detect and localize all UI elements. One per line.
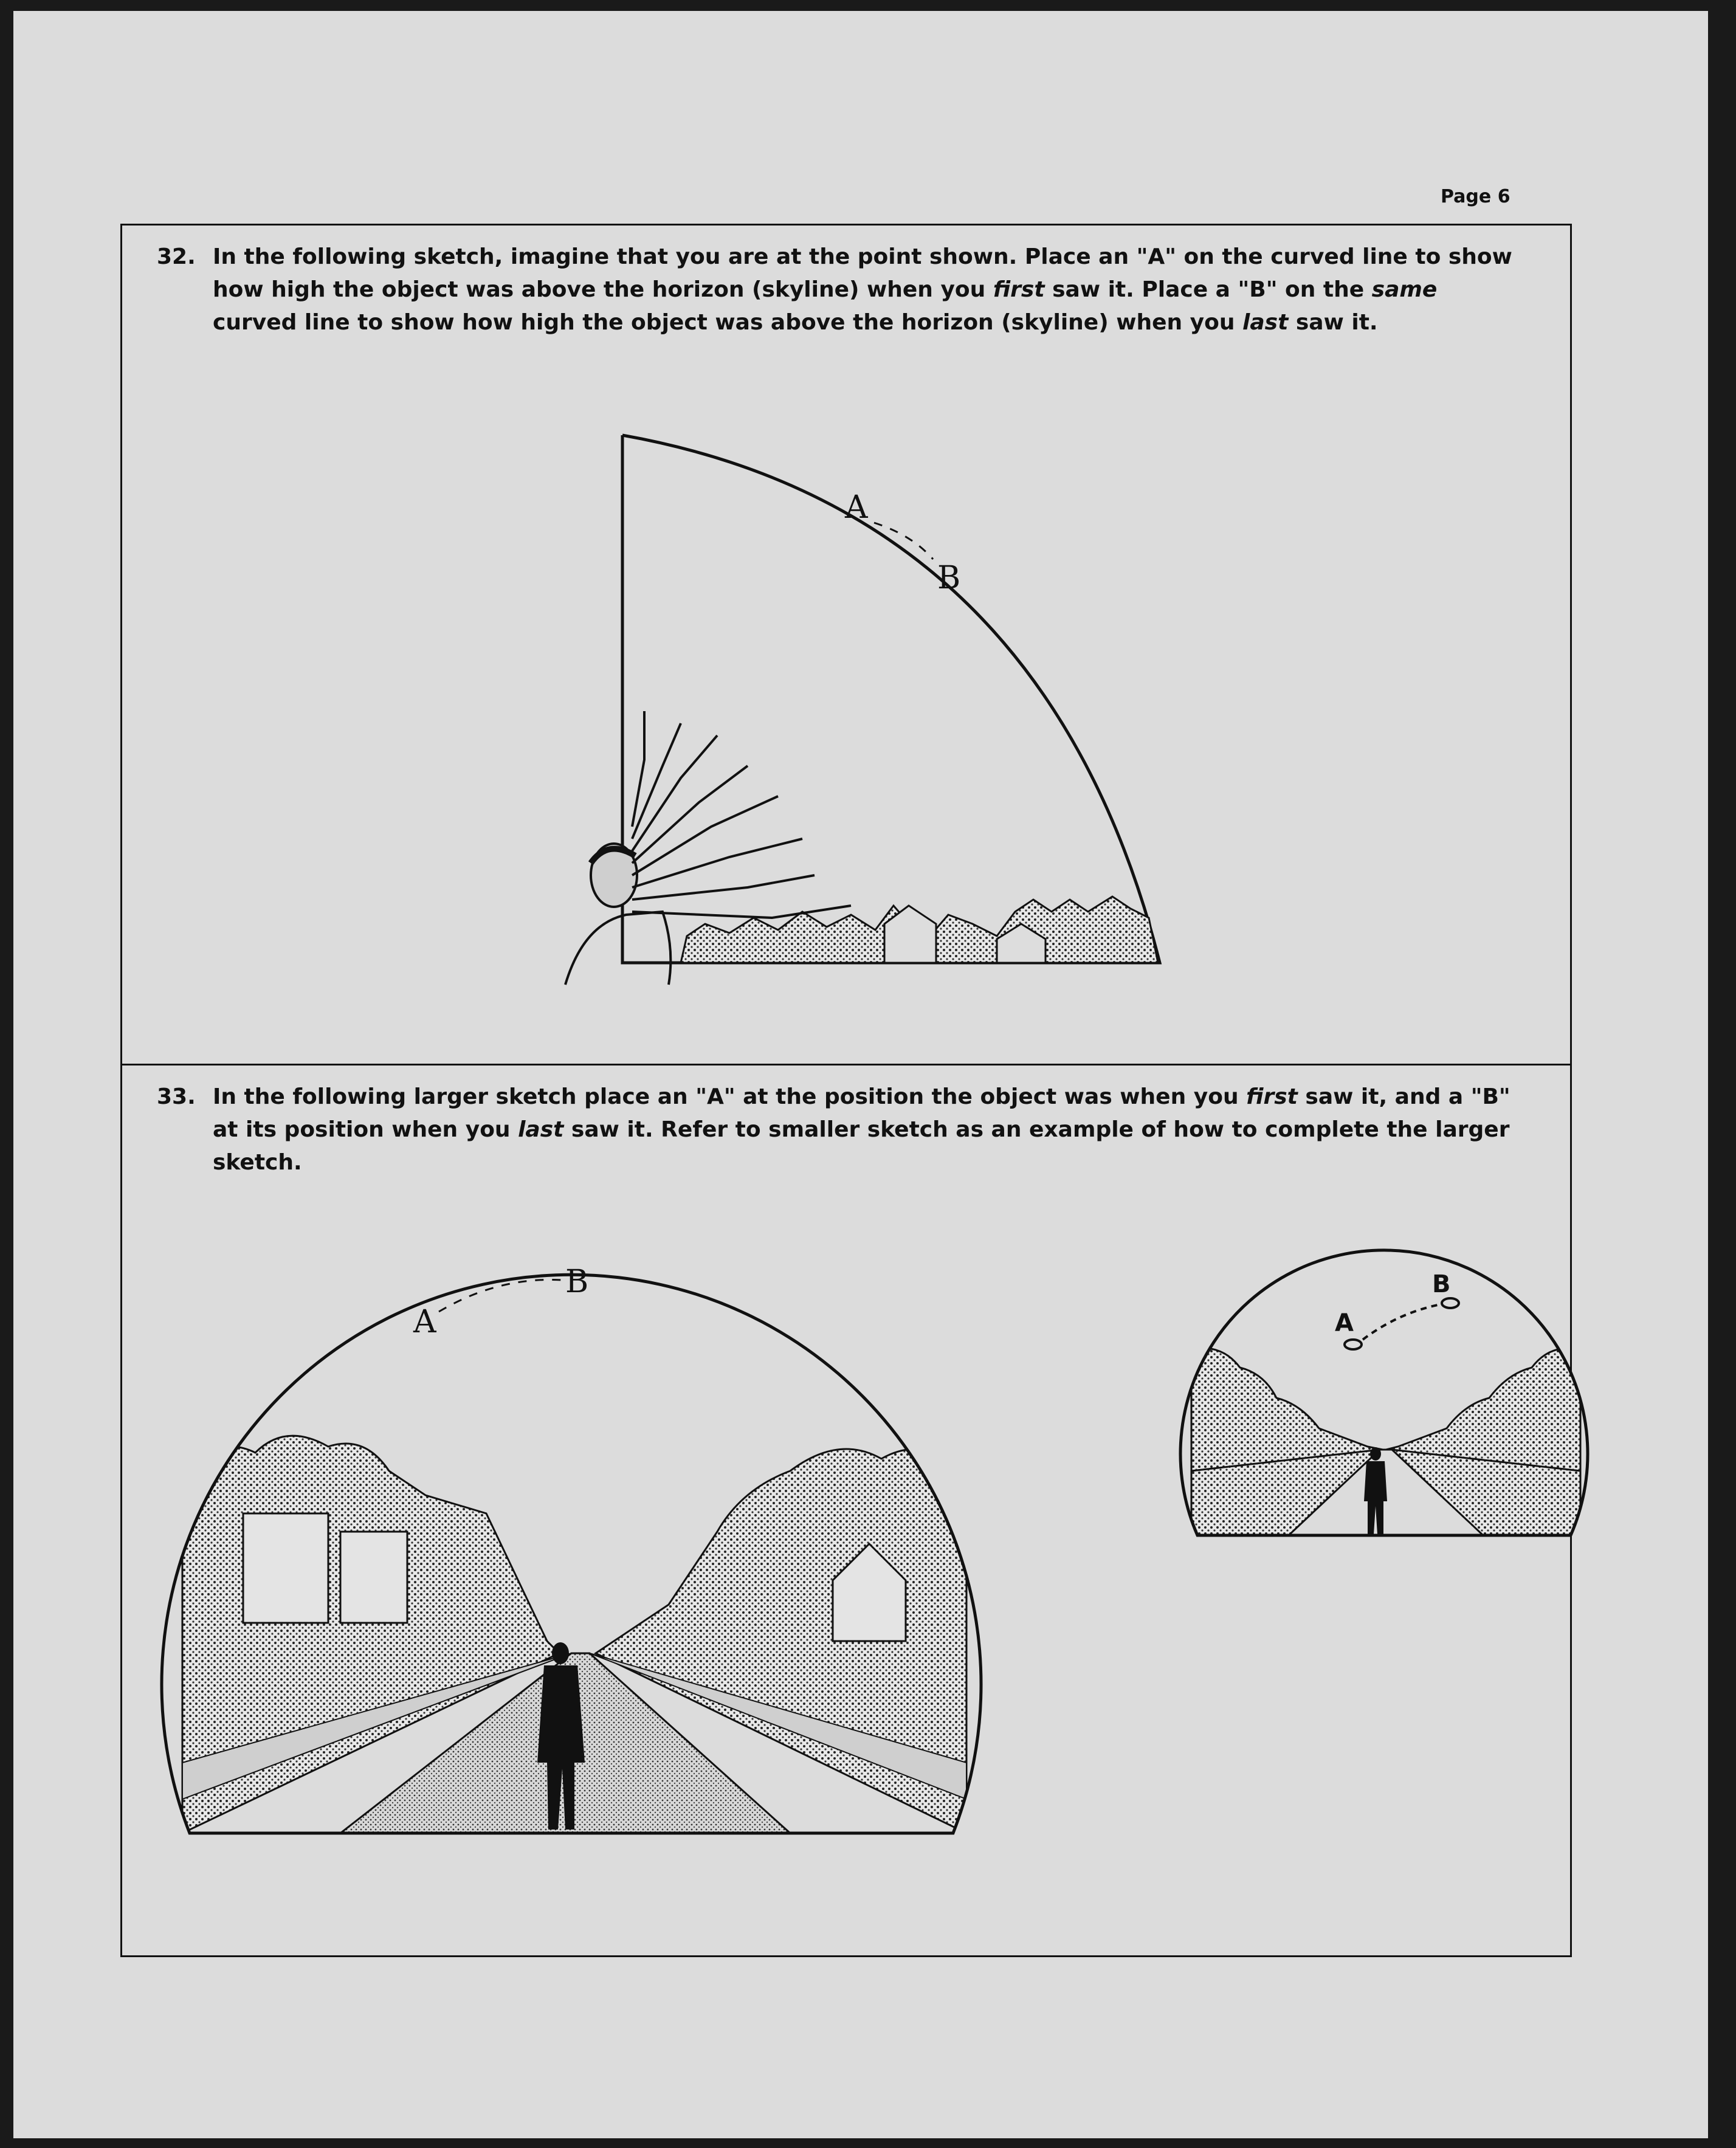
q32-emphasis-last: last	[1242, 310, 1289, 335]
q32-quarter-arc	[622, 435, 1160, 963]
question-32-number: 32.	[157, 244, 196, 269]
q33-text-part-1: In the following larger sketch place an "A" at the position the object was when you	[213, 1084, 1247, 1109]
q32-text-part-4: saw it.	[1288, 310, 1378, 335]
page-number: Page 6	[1441, 186, 1510, 207]
q32-text-part-1: In the following sketch, imagine that you are at the point shown. Place an "A" on the curved line to show how high the object was above the horizon (skyline) when you	[213, 244, 1512, 302]
q33-example-sketch	[1180, 1250, 1588, 1544]
q33-large-sketch	[162, 1252, 981, 1836]
q32-emphasis-same: same	[1371, 277, 1438, 302]
q32-sketch	[565, 435, 1160, 985]
q33-large-mark-b: B	[565, 1264, 589, 1300]
q32-mark-path	[874, 523, 933, 559]
q32-text-part-3: curved line to show how high the object was above the horizon (skyline) when you	[213, 310, 1243, 335]
q33-emphasis-first: first	[1246, 1084, 1298, 1109]
q32-text-part-2: saw it. Place a "B" on the	[1044, 277, 1372, 302]
q33-text-part-2: saw it, and a "B" at its position when you	[213, 1084, 1510, 1142]
q33-example-mark-b: B	[1432, 1270, 1451, 1298]
q33-text-part-3: saw it. Refer to smaller sketch as an example of how to complete the larger sketch.	[213, 1117, 1510, 1175]
q33-emphasis-last: last	[518, 1117, 564, 1142]
question-33-number: 33.	[157, 1084, 196, 1109]
q33-large-mark-a: A	[413, 1304, 436, 1340]
q33-example-mark-a: A	[1335, 1309, 1354, 1337]
q32-skyline	[681, 897, 1158, 963]
q32-emphasis-first: first	[993, 277, 1045, 302]
q32-mark-a: A	[845, 489, 868, 526]
q32-mark-b: B	[937, 560, 961, 596]
